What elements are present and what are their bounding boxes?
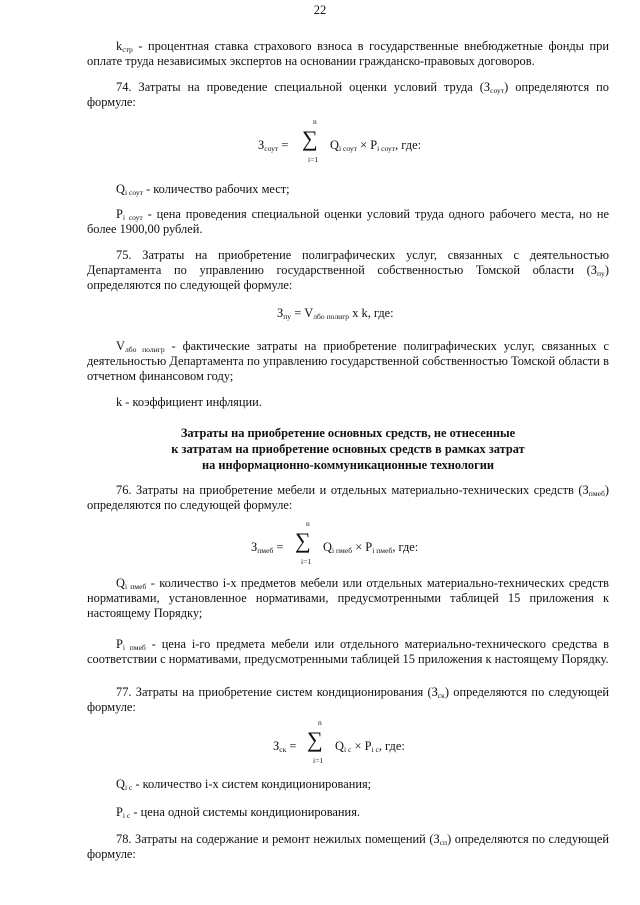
paragraph-74: 74. Затраты на проведение специальной оценки условий труда $(З_{соут})$ определяются по формуле: [87,80,609,109]
paragraph-75: 75. Затраты на приобретение полиграфических услуг, связанных с деятельностью Департамента по управлению государственной собственностью Томской области $(З_{пу})$ определяются по следующей формуле: [87,248,609,292]
definition-p-c: $P_{i c}$ - цена одной системы кондиционирования. [116,805,360,820]
formula-75: $З_{пу} = V_{лбо полигр}$ x k, где: [277,306,394,321]
paragraph-76: 76. Затраты на приобретение мебели и отдельных материально-технических средств $(З_{пмеб})$ определяются по следующей формуле: [87,483,609,512]
definition-p-pmeb: $P_{i пмеб}$ - цена i-го предмета мебели или отдельного материально-технического средства в соответствии с нормативами, предусмотренными таблицей 15 приложения к настоящему Порядку. [87,637,609,666]
definition-v-poligr: $V_{лбо полигр}$ - фактические затраты на приобретение полиграфических услуг, связанных с деятельностью Департамента по управлению государственной собственностью Томской области в отчетном финансовом году; [87,339,609,383]
paragraph-78: 78. Затраты на содержание и ремонт нежилых помещений $(З_{сп})$ определяются по следующей формуле: [87,832,609,861]
section-heading: Затраты на приобретение основных средств, не отнесенные к затратам на приобретение основных средств в рамках затрат на информационно-коммуникационные технологии [171,426,525,472]
definition-q-pmeb: $Q_{i пмеб}$ - количество i-х предметов мебели или отдельных материально-технических средств нормативами, установленное нормативами, предусмотренными таблицей 15 приложения к настоящему Порядку; [87,576,609,620]
paragraph-77: 77. Затраты на приобретение систем кондиционирования $(З_{ск})$ определяются по следующей формуле: [87,685,609,714]
definition-q-soyt: $Q_{i соут}$ - количество рабочих мест; [116,182,290,197]
definition-p-soyt: $P_{i соут}$ - цена проведения специальной оценки условий труда одного рабочего места, но не более 1900,00 рублей. [87,207,609,236]
page-number: 22 [313,3,327,17]
k-str-definition: $k_{стр}$ - процентная ставка страхового взноса в государственные внебюджетные фонды при оплате труда независимых экспертов на основании гражданско-правовых договоров. [87,39,609,68]
definition-q-c: $Q_{i c}$ - количество i-х систем кондиционирования; [116,777,372,792]
document-page: 22 $k_{стр}$ - процентная ставка страхового взноса в государственные внебюджетные фонды при оплате труда независимых экспертов на основании гражданско-правовых договоров. 74. Затраты на проведение специальной оценки условий труда $(З_{соут})$ определяются по формуле: $З_{соут}$ = n ∑ i=1 $Q_{i соут} \times P_{i соут}$, где: $Q_{i соут}$ - количество рабочих мест; $P_{i соут}$ - цена проведения специальной оценки условий труда одного рабочего места, но не более 1900,00 рублей. 75. Затраты на приобретение полиграфических услуг, связанных с деятельностью Департамента по управлению государственной собственностью Томской области $(З_{пу})$ определяются по следующей формуле: $З_{пу} = V_{лбо полигр}$ x k, где: $V_{лбо полигр}$ - фактические затраты на приобретение полиграфических услуг, связанных с деятельностью Департамента по управлению государственной собственностью Томской области в отчетном финансовом году; k - коэффициент инфляции. Затраты на приобретение основных средств, не отнесенные к затратам на приобретение основных средств в рамках затрат на информационно-коммуникационные технологии 76. Затраты на приобретение мебели и отдельных материально-технических средств $(З_{пмеб})$ определяются по следующей формуле: $З_{пмеб}$ = n ∑ i=1 $Q_{i пмеб} \times P_{i пмеб}$, где: $Q_{i пмеб}$ - количество i-х предметов мебели или отдельных материально-технических средств нормативами, установленное нормативами, предусмотренными таблицей 15 приложения к настоящему Порядку; $P_{i пмеб}$ - цена i-го предмета мебели или отдельного материально-технического средства в соответствии с нормативами, предусмотренными таблицей 15 приложения к настоящему Порядку. 77. Затраты на приобретение систем кондиционирования $(З_{ск})$ определяются по следующей формуле: $З_{ск}$ = n ∑ i=1 $Q_{i c} \times P_{i c}$, где: $Q_{i c}$ - количество i-х систем кондиционирования; $P_{i c}$ - цена одной системы кондиционирования. 78. Затраты на содержание и ремонт нежилых помещений $(З_{сп})$ определяются по следующей формуле: [0,0,640,905]
definition-k-inflation: k - коэффициент инфляции. [116,395,262,409]
